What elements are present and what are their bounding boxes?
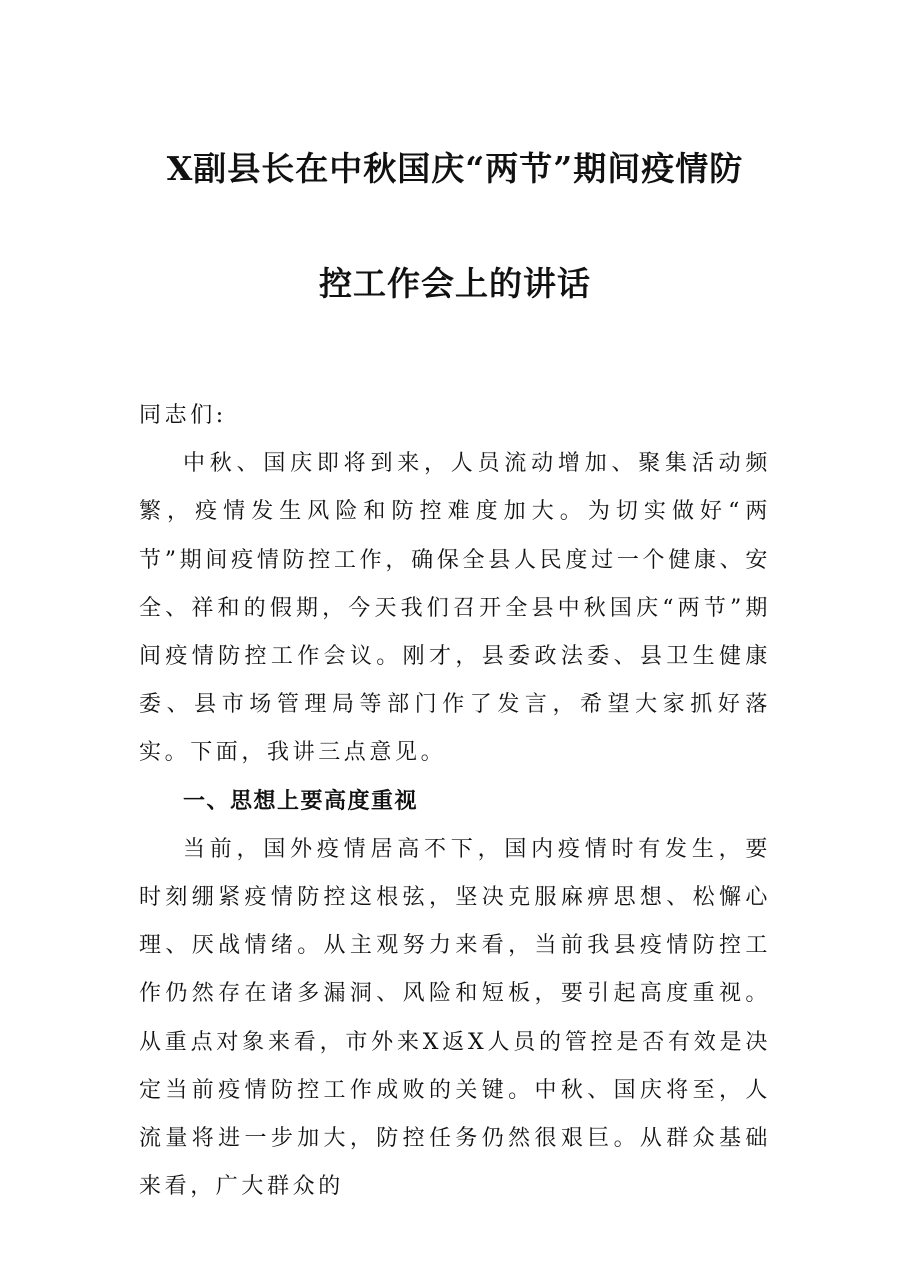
document-body [139, 392, 771, 1211]
section-heading-1: 一、思想上要高度重视 [183, 788, 419, 814]
document-title-line-2: 控工作会上的讲话 [319, 264, 591, 303]
paragraph-section-1: 当前，国外疫情居高不下，国内疫情时有发生，要时刻绷紧疫情防控这根弦，坚决克服麻痹思想、松懈心理、厌战情绪。从主观努力来看，当前我县疫情防控工作仍然存在诸多漏洞、风险和短板，要引起高度重视。从重点对象来看，市外来X返X人员的管控是否有效是决定当前疫情防控工作成败的关键。中秋、国庆将至，人流量将进一步加大，防控任务仍然很艰巨。从群众基础来看，广大群众的 [139, 836, 771, 1200]
document-title-line-1: X副县长在中秋国庆“两节”期间疫情防 [166, 149, 744, 188]
salutation: 同志们: [139, 403, 227, 428]
paragraph-intro: 中秋、国庆即将到来，人员流动增加、聚集活动频繁，疫情发生风险和防控难度加大。为切实做好“两节”期间疫情防控工作，确保全县人民度过一个健康、安全、祥和的假期，今天我们召开全县中秋国庆“两节”期间疫情防控工作会议。刚才，县委政法委、县卫生健康委、县市场管理局等部门作了发言，希望大家抓好落实。下面，我讲三点意见。 [139, 451, 771, 766]
